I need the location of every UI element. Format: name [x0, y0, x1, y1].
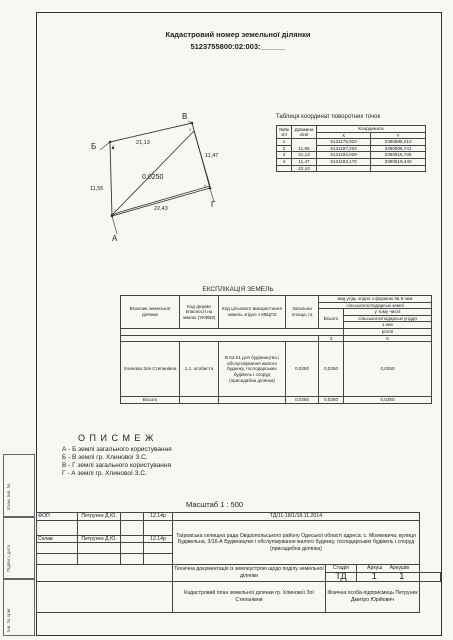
point-number-4: 4: [204, 184, 206, 188]
expl-sum-total: 0,0250: [286, 397, 319, 404]
table-row: [277, 158, 426, 165]
table-row: [121, 342, 432, 397]
coords-cell: [317, 165, 371, 172]
stamp-sheet: 1: [371, 571, 377, 582]
stamp-stage: ТД: [326, 572, 357, 581]
coords-header-coords: Координати: [317, 126, 426, 133]
legend-item: А - Б землі загального користування: [62, 446, 172, 453]
legend-title: О П И С М Е Ж: [78, 433, 155, 443]
coords-cell: [371, 165, 426, 172]
expl-sum-label: Всього: [121, 397, 180, 404]
point-v-label: В: [182, 112, 188, 121]
explication-title: ЕКСПЛІКАЦІЯ ЗЕМЕЛЬ: [202, 286, 274, 293]
plot-area: 0,0250: [142, 174, 164, 181]
stamp-sheets-header: Аркушів: [389, 565, 409, 571]
side-label-replace: Взам. інв. №: [6, 483, 11, 510]
edge-ga-length: 22,43: [154, 206, 168, 212]
expl-header-all: Всього: [319, 309, 344, 329]
coords-cell: 3390905,741: [371, 145, 426, 152]
plot-polygon: [110, 123, 210, 216]
expl-header-agri2: сільськогосподарські угіддя: [344, 315, 432, 322]
coords-cell: 22,43: [292, 165, 317, 172]
expl-header-incl: у тому числі: [344, 309, 432, 316]
coords-cell: 11,55: [292, 139, 317, 152]
side-label-signature: Підпис і дата: [6, 544, 11, 572]
expl-all: 0,0250: [319, 342, 344, 397]
explication-table: [120, 295, 432, 404]
coords-cell: [277, 165, 292, 172]
expl-sum-arable: 0,0250: [344, 397, 432, 404]
table-row: [277, 152, 426, 159]
stamp-code: ТД/11-18/1/18.11.2014: [173, 513, 420, 521]
expl-header-purpose: Код цільового використання земель згідно з КВЦПЗ: [219, 296, 286, 329]
coords-header-y: Y: [371, 132, 426, 139]
coords-cell: 21,13: [292, 152, 317, 159]
coords-cell: 3390919,440: [371, 158, 426, 165]
stamp-sheets: 1: [399, 571, 405, 582]
expl-header-form: Код форми власності на землю (УКФВЗ): [180, 296, 219, 329]
expl-header-total: Загальна площа, га: [286, 296, 319, 329]
expl-header-owner: Власник земельної ділянки: [121, 296, 180, 329]
expl-total: 0,0250: [286, 342, 319, 397]
stamp-stage-header: Стадія: [326, 565, 357, 573]
edge-bv-length: 21,13: [136, 140, 150, 146]
expl-owner: Хлинова Зоя Степанівна: [121, 342, 180, 397]
coords-cell: 5131183,170: [317, 158, 371, 165]
coords-header-x: X: [317, 132, 371, 139]
stamp-plan-name: Кадастровий план земельної ділянки гр. Хлинової Зої Степанівни: [173, 581, 326, 612]
expl-purpose: В 02.01 для будівництва і обслуговування жилого будинку, господарських будівель і споруд (присадибна ділянка): [219, 342, 286, 397]
scale-label: Масштаб 1 : 500: [186, 500, 244, 509]
coords-cell: 3390898,210: [371, 139, 426, 146]
coords-cell: 5131187,204: [317, 145, 371, 152]
title-block: [36, 512, 441, 613]
coords-table-title: Таблиця координат поворотних точок: [276, 114, 381, 120]
cadastral-title: Кадастровий номер земельної ділянки: [165, 30, 311, 39]
edge-ab-length: 11,55: [90, 186, 104, 192]
stamp-role-2: Склав: [37, 535, 78, 543]
coords-cell: 1: [277, 139, 292, 146]
expl-form: 1.1. особиста: [180, 342, 219, 397]
coords-cell: 5131194,029: [317, 152, 371, 159]
expl-col-3: 3: [319, 335, 344, 342]
expl-header-arable: рілля: [344, 328, 432, 335]
leader-b: [100, 142, 110, 150]
edge-vg-length: 11,47: [205, 153, 219, 159]
coords-cell: 5131175,920: [317, 139, 371, 146]
coords-cell: 3: [277, 152, 292, 159]
point-number-3: 3: [189, 128, 191, 132]
table-row: [277, 165, 426, 172]
stamp-company: Фізична особа-підприємець Петрунек Дмитро Юрійович: [326, 581, 420, 612]
coords-header-no: №№ з/п: [277, 126, 292, 139]
coords-table: [276, 125, 426, 172]
point-number-1: 1: [114, 209, 116, 213]
table-row: [121, 397, 432, 404]
coords-cell: 2: [277, 145, 292, 152]
stamp-date-2: 12.14р: [144, 535, 173, 543]
coords-cell: 3390915,735: [371, 152, 426, 159]
stamp-org-text: Таїровська селищна рада Овідіопольського району Одеської області адреса: с. Мізякевича, вулиця Будівельна, 3/16-А Будівництво і обслуговування жилого будинку, господарських будівель і споруд (присадибна ділянка): [173, 520, 420, 565]
expl-sum-all: 0,0250: [319, 397, 344, 404]
stamp-name-2: Петрунек Д.Ю.: [78, 535, 121, 543]
coords-cell: 11,47: [292, 158, 317, 165]
stamp-name-1: Петрунек Д.Ю.: [78, 513, 121, 521]
legend-list: [62, 446, 172, 478]
expl-header-agri: сільськогосподарські землі: [319, 302, 432, 309]
coords-cell: 4: [277, 158, 292, 165]
legend-item: В - Г землі загального користування: [62, 462, 171, 469]
coords-header-length: Довжина лінії: [292, 126, 317, 139]
legend-item: Б - В землі гр. Хлинової З.С.: [62, 454, 148, 461]
legend-item: Г - А землі гр. Хлинової З.С.: [62, 470, 147, 477]
table-row: [277, 139, 426, 146]
stamp-date-1: 12.14р: [144, 513, 173, 521]
expl-col-5: 5: [344, 335, 432, 342]
expl-header-of-which: з них: [344, 322, 432, 329]
stamp-doc-name: Технічна документація із землеустрою щодо поділу земельної ділянки: [173, 565, 326, 582]
point-b-label: Б: [91, 142, 97, 151]
stamp-role-1: ФОП: [37, 513, 78, 521]
side-label-inventory: Інв. № ориг.: [6, 607, 11, 632]
point-a-label: А: [112, 234, 118, 243]
cadastral-number: 5123755800:02:003:______: [190, 42, 286, 51]
expl-arable: 0,0250: [344, 342, 432, 397]
point-number-2: 2: [112, 145, 114, 149]
stamp-sheet-header: Аркуш: [367, 565, 383, 571]
point-g-label: Г: [211, 200, 216, 209]
leader-a: [112, 216, 117, 234]
expl-header-by-form: вид угідь згідно з формою № 6-зем: [319, 296, 432, 303]
